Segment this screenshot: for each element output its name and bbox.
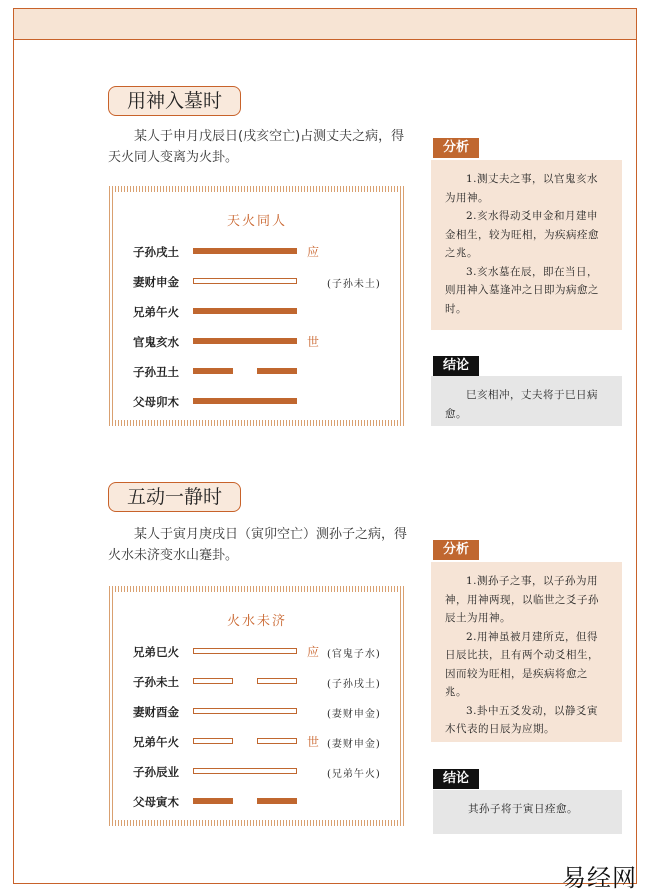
section2-analysis-tag: 分析: [433, 540, 479, 560]
line-position-mark: 世: [307, 335, 320, 349]
section2-intro: 某人于寅月庚戌日（寅卯空亡）测孙子之病，得火水未济变水山蹇卦。: [108, 527, 408, 563]
section2-conclusion-panel: [433, 790, 622, 834]
line-label: 子孙丑土: [133, 365, 179, 379]
changed-line-note: (妻财申金): [327, 739, 381, 750]
site-logo: 易经网: [562, 864, 637, 892]
section1-title: 用神入墓时: [108, 86, 241, 116]
header-bar: [13, 8, 637, 40]
hexagram-line: [121, 392, 393, 412]
line-label: 官鬼亥水: [133, 335, 179, 349]
section1-conclusion-panel: [431, 376, 622, 426]
page-frame-bottom: [13, 883, 637, 884]
yang-line-bar: [193, 648, 297, 654]
section2-conclusion-tag: 结论: [433, 769, 479, 789]
yin-line-segment: [257, 798, 297, 804]
line-label: 兄弟巳火: [133, 645, 179, 659]
yang-line-bar: [193, 398, 297, 404]
line-label: 子孙戌土: [133, 245, 179, 259]
line-label: 父母卯木: [133, 395, 179, 409]
changed-line-note: (子孙戌土): [327, 679, 381, 690]
hexagram-line: [121, 642, 393, 662]
yang-line-bar: [193, 768, 297, 774]
hexagram-line: [121, 732, 393, 752]
analysis-point: 3.卦中五爻发动，以静爻寅木代表的日辰为应期。: [445, 704, 599, 735]
section1-intro: 某人于申月戊辰日(戌亥空亡)占测丈夫之病，得天火同人变离为火卦。: [108, 129, 405, 165]
analysis-point: 3.亥水墓在辰，即在当日，则用神入墓逢冲之日即为病愈之时。: [445, 265, 599, 315]
hexagram-line: [121, 302, 393, 322]
analysis-point: 2.用神虽被月建所克，但得日辰比扶，且有两个动爻相生，因而较为旺相，是疾病将愈之兆。: [445, 630, 599, 698]
line-label: 妻财酉金: [133, 705, 179, 719]
hexagram-name: 火水未济: [226, 614, 287, 629]
conclusion-text: 其孙子将于寅日痊愈。: [468, 803, 578, 815]
yin-line-segment: [257, 738, 297, 744]
analysis-point: 1.测丈夫之事，以官鬼亥水为用神。: [445, 173, 599, 204]
section1-analysis-panel: [431, 160, 622, 330]
section2-analysis-panel: [431, 562, 622, 742]
yang-line-bar: [193, 708, 297, 714]
line-position-mark: 应: [307, 245, 320, 259]
yin-line-segment: [193, 798, 233, 804]
yin-line-segment: [257, 368, 297, 374]
changed-line-note: (官鬼子水): [327, 649, 381, 660]
page-frame-right: [636, 8, 637, 884]
hexagram-name: 天火同人: [226, 214, 287, 229]
hexagram-line: [121, 332, 393, 352]
section2-hexagram: [109, 586, 405, 826]
page-frame-left: [13, 8, 14, 884]
hexagram-line: [121, 792, 393, 812]
line-label: 子孙未土: [133, 675, 179, 689]
hexagram-line: [121, 362, 393, 382]
line-label: 父母寅木: [133, 795, 179, 809]
hexagram-line: [121, 762, 393, 782]
line-position-mark: 应: [307, 645, 320, 659]
yang-line-bar: [193, 338, 297, 344]
yin-line-segment: [257, 678, 297, 684]
yin-line-segment: [193, 738, 233, 744]
changed-line-note: (兄弟午火): [327, 769, 381, 780]
yin-line-segment: [193, 368, 233, 374]
line-label: 妻财申金: [133, 275, 179, 289]
section1-hexagram: [109, 186, 405, 426]
line-position-mark: 世: [307, 735, 320, 749]
yin-line-segment: [193, 678, 233, 684]
yang-line-bar: [193, 278, 297, 284]
conclusion-text: 巳亥相冲，丈夫将于巳日病愈。: [445, 389, 598, 420]
line-label: 兄弟午火: [133, 735, 179, 749]
line-label: 兄弟午火: [133, 305, 179, 319]
hexagram-line: [121, 672, 393, 692]
line-label: 子孙辰业: [133, 765, 179, 779]
section1-conclusion-tag: 结论: [433, 356, 479, 376]
yang-line-bar: [193, 308, 297, 314]
section2-title: 五动一静时: [108, 482, 241, 512]
yang-line-bar: [193, 248, 297, 254]
hexagram-line: [121, 242, 393, 262]
changed-line-note: (妻财申金): [327, 709, 381, 720]
hexagram-line: [121, 702, 393, 722]
analysis-point: 1.测孙子之事，以子孙为用神，用神两现，以临世之爻子孙辰土为用神。: [445, 575, 599, 624]
section1-analysis-tag: 分析: [433, 138, 479, 158]
analysis-point: 2.亥水得动爻申金和月建申金相生，较为旺相，为疾病痊愈之兆。: [445, 210, 599, 259]
hexagram-line: [121, 272, 393, 292]
changed-line-note: (子孙未土): [327, 279, 381, 290]
